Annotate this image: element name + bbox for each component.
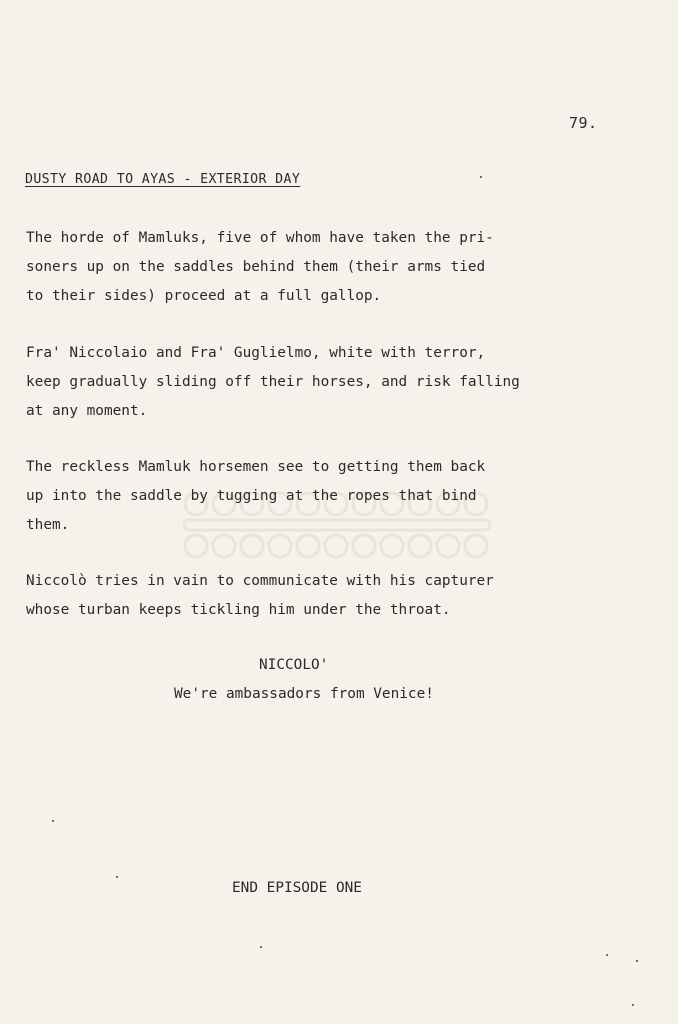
action-line: Niccolò tries in vain to communicate with his capturer [26, 573, 494, 589]
action-paragraph [26, 453, 485, 540]
action-line: keep gradually sliding off their horses, and risk falling [26, 374, 520, 390]
action-line: soners up on the saddles behind them (their arms tied [26, 259, 486, 275]
paper-speck [260, 946, 262, 948]
scene-heading: DUSTY ROAD TO AYAS - EXTERIOR DAY [25, 172, 301, 187]
paper-speck [606, 954, 608, 956]
action-paragraph [26, 339, 520, 426]
action-line: whose turban keeps tickling him under the throat. [26, 602, 451, 618]
dialogue-line: We're ambassadors from Venice! [174, 686, 434, 702]
action-line: them. [26, 517, 70, 533]
action-line: The horde of Mamluks, five of whom have taken the pri- [26, 230, 494, 246]
action-line: Fra' Niccolaio and Fra' Guglielmo, white with terror, [26, 345, 486, 361]
action-line: up into the saddle by tugging at the ropes that bind [26, 488, 477, 504]
paper-speck [636, 960, 638, 962]
paper-speck [480, 176, 482, 178]
action-line: The reckless Mamluk horsemen see to getting them back [26, 459, 486, 475]
character-name: NICCOLO' [259, 657, 329, 673]
action-paragraph [26, 224, 494, 311]
action-line: at any moment. [26, 403, 148, 419]
paper-speck [52, 820, 54, 822]
paper-speck [632, 1004, 634, 1006]
end-episode-text: END EPISODE ONE [232, 880, 362, 896]
paper-speck [116, 876, 118, 878]
page-number: 79. [569, 114, 598, 132]
action-paragraph [26, 567, 494, 625]
action-line: to their sides) proceed at a full gallop. [26, 288, 382, 304]
